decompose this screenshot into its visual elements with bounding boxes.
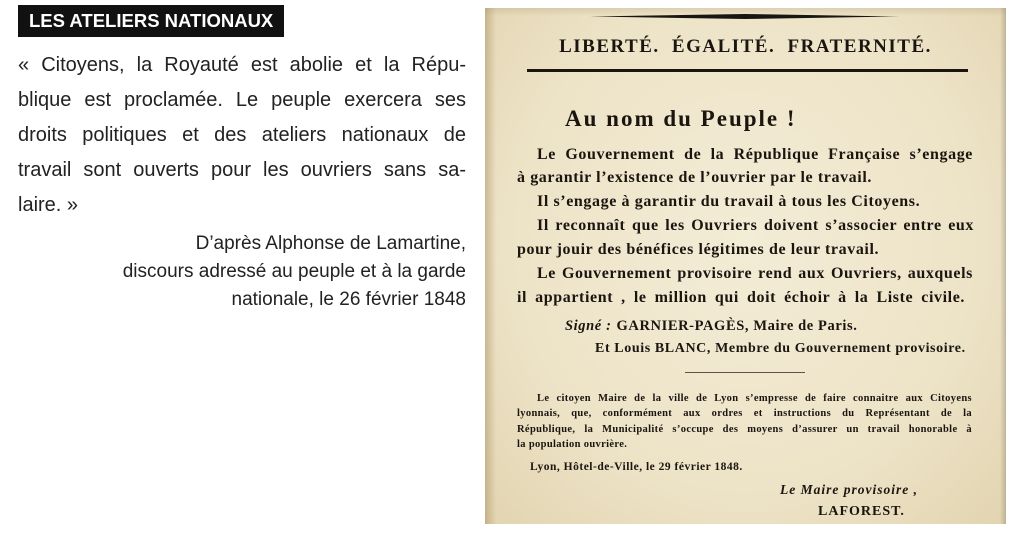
poster-heading: Au nom du Peuple ! — [565, 106, 797, 131]
poster-notice-line: République, la Municipalité s’occupe des moyens d’assurer un travail honorable à — [517, 424, 972, 435]
attribution-line: D’après Alphonse de Lamartine, — [195, 233, 466, 254]
attribution-line: nationale, le 26 février 1848 — [231, 289, 466, 310]
poster-signed-label: Signé : — [565, 318, 612, 334]
quote-line: « Citoyens, la Royauté est abolie et la Répu- — [18, 54, 466, 76]
poster-signer-1: GARNIER-PAGÈS, Maire de Paris. — [616, 318, 858, 334]
poster-signature-line — [565, 317, 858, 335]
poster-top-rule — [590, 14, 900, 19]
poster-place-date: Lyon, Hôtel-de-Ville, le 29 février 1848. — [530, 461, 743, 473]
quote-line: blique est proclamée. Le peuple exercera ses — [18, 89, 466, 111]
poster-body-line: Il reconnaît que les Ouvriers doivent s’associer entre eux — [537, 217, 974, 234]
poster-mayor-title: Le Maire provisoire , — [780, 482, 918, 497]
poster-image — [485, 8, 1006, 524]
poster-body-line: pour jouir des bénéfices légitimes de leur travail. — [517, 241, 880, 258]
poster-body-line: Le Gouvernement provisoire rend aux Ouvriers, auxquels — [537, 265, 973, 282]
poster-signer-2: Et Louis BLANC, Membre du Gouvernement provisoire. — [595, 341, 966, 356]
poster-divider-rule — [527, 69, 968, 72]
quote-line: droits politiques et des ateliers nationaux de — [18, 124, 466, 146]
poster-mayor-name: LAFOREST. — [818, 504, 905, 519]
poster-notice-line: Le citoyen Maire de la ville de Lyon s’empresse de faire connaitre aux Citoyens — [537, 393, 972, 404]
poster-body-line: Il s’engage à garantir du travail à tous les Citoyens. — [537, 193, 921, 210]
section-title-badge: LES ATELIERS NATIONAUX — [18, 5, 284, 37]
quote-line: laire. » — [18, 194, 79, 216]
poster-body-line: à garantir l’existence de l’ouvrier par le travail. — [517, 169, 872, 186]
poster-top-rule-shape — [590, 14, 900, 19]
poster-notice-line: la population ouvrière. — [517, 439, 628, 450]
quote-line: travail sont ouverts pour les ouvriers sans sa- — [18, 159, 466, 181]
quote-block — [18, 48, 466, 223]
attribution-line: discours adressé au peuple et à la garde — [122, 261, 466, 282]
poster-notice-line: lyonnais, que, conformément aux ordres et instructions du Représentant de la — [517, 408, 972, 419]
poster-separator-rule — [685, 372, 805, 373]
poster-body-line: il appartient , le million qui doit échoir à la Liste civile. — [517, 289, 965, 306]
poster-motto: LIBERTÉ. ÉGALITÉ. FRATERNITÉ. — [559, 36, 932, 57]
poster-body-line: Le Gouvernement de la République Française s’engage — [537, 146, 973, 163]
quote-attribution — [18, 230, 466, 314]
